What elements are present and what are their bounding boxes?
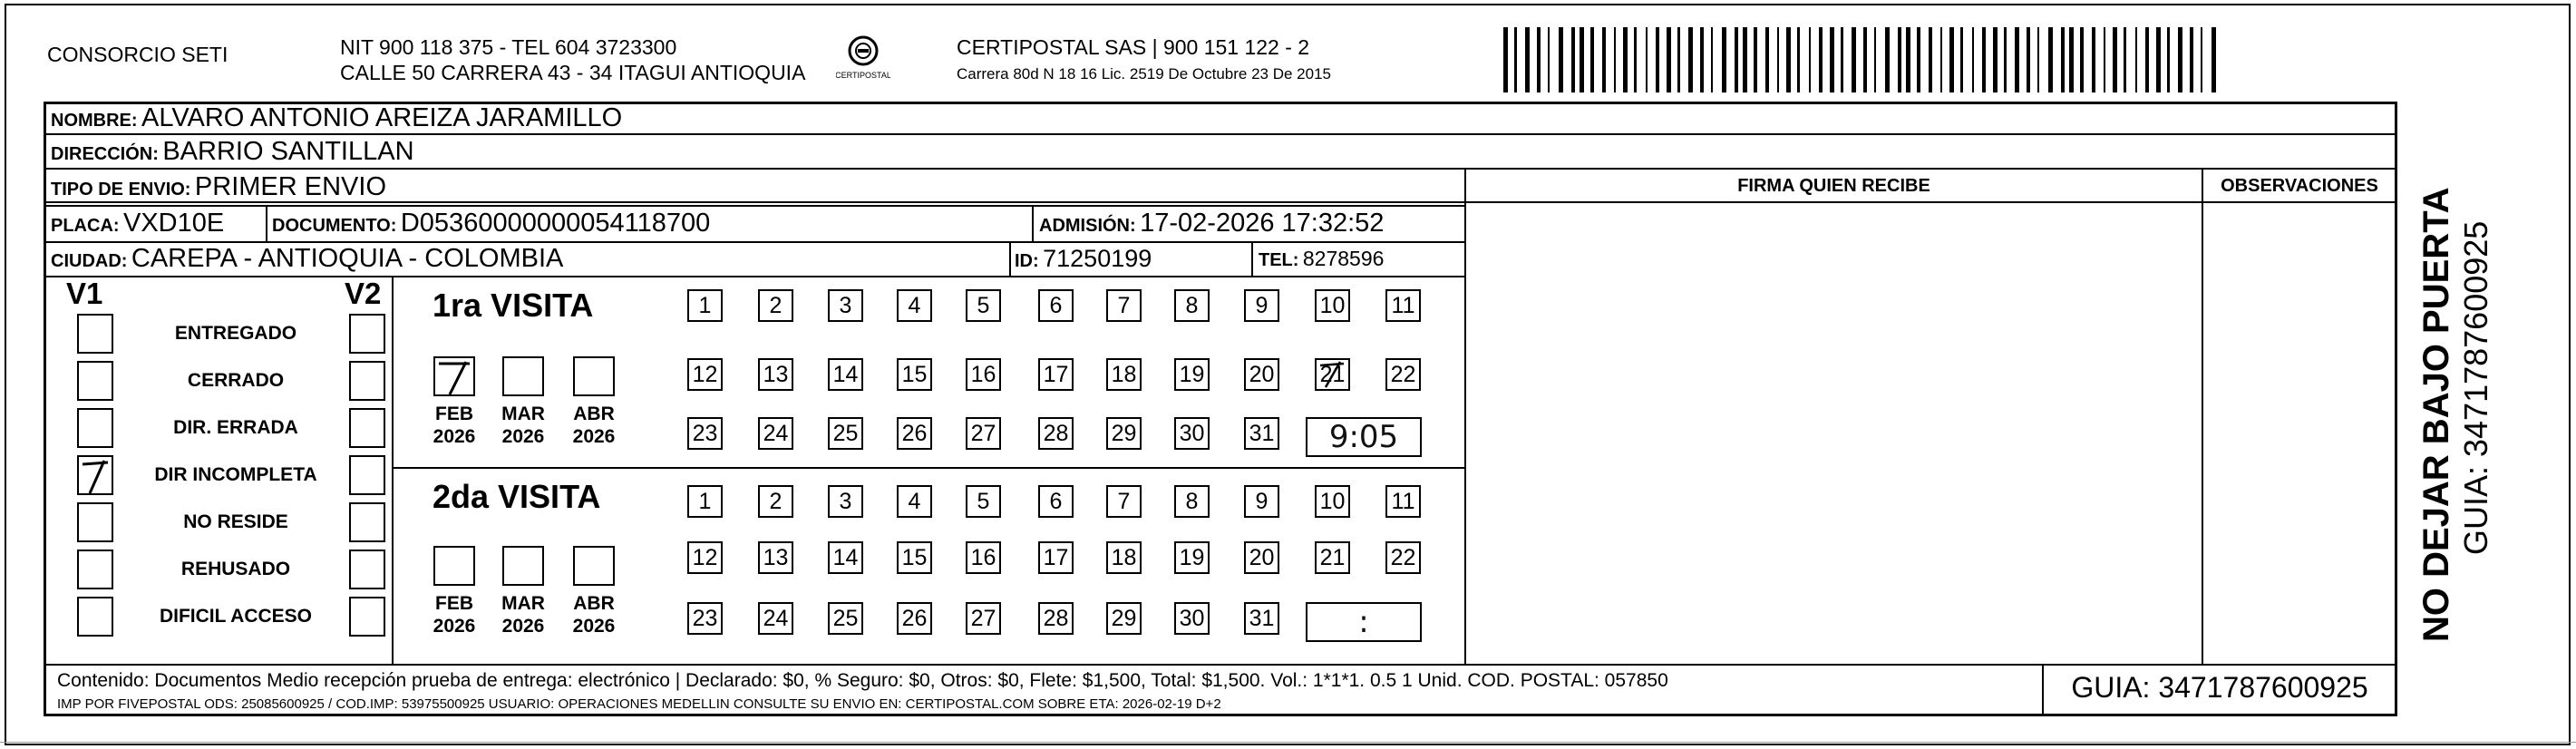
barcode-bar	[1688, 27, 1693, 92]
barcode-bar	[2178, 27, 2182, 92]
barcode-bar	[1537, 27, 1541, 92]
barcode-bar	[1514, 27, 1517, 92]
certipostal-logo-icon	[836, 33, 890, 83]
barcode-bar	[2069, 27, 2074, 92]
visit1-day-box[interactable]: 25	[828, 417, 863, 450]
barcode-bar	[1525, 27, 1530, 92]
barcode-bar	[1949, 27, 1954, 92]
visit2-time-box[interactable]	[1306, 602, 1422, 642]
v1-checkbox[interactable]	[77, 361, 113, 401]
visit2-day-box[interactable]: 25	[828, 602, 863, 635]
barcode-bar	[2080, 27, 2084, 92]
visit2-day-box[interactable]: 18	[1106, 541, 1142, 574]
barcode-bar	[1874, 27, 1876, 92]
id-row	[1015, 243, 1152, 278]
barcode-bar	[2190, 27, 2193, 92]
company-address: CALLE 50 CARRERA 43 - 34 ITAGUI ANTIOQUIA	[340, 61, 806, 84]
visit1-day-box[interactable]: 20	[1244, 358, 1279, 391]
barcode-bar	[1885, 27, 1890, 92]
rule	[392, 467, 1464, 469]
visit1-day-box[interactable]: 3	[828, 289, 863, 322]
observations-area[interactable]	[2203, 205, 2396, 664]
placa-value: VXD10E	[123, 209, 225, 238]
visit2-day-box[interactable]: 22	[1385, 541, 1421, 574]
barcode-bar	[1571, 27, 1575, 92]
placa-label: PLACA:	[51, 216, 120, 236]
visit2-month-box[interactable]	[573, 546, 615, 586]
ciudad-row	[51, 243, 563, 278]
barcode-bar	[1830, 27, 1834, 92]
barcode-bar	[2048, 27, 2053, 92]
visit1-day-box[interactable]: 5	[966, 289, 1001, 322]
company-nit: NIT 900 118 375 - TEL 604 3723300	[340, 35, 677, 59]
visit1-day-box[interactable]: 21	[1315, 358, 1350, 391]
visit2-day-box[interactable]: 5	[966, 485, 1001, 518]
tel-label: TEL:	[1259, 250, 1299, 270]
visit2-year-label: 2026	[572, 616, 616, 637]
admision-value: 17-02-2026 17:32:52	[1140, 209, 1385, 238]
visit2-day-box[interactable]: 9	[1244, 485, 1279, 518]
visit2-day-box[interactable]: 19	[1174, 541, 1210, 574]
rule	[392, 276, 394, 664]
barcode-bar	[2104, 27, 2105, 92]
visit2-title: 2da VISITA	[433, 478, 601, 515]
v2-checkbox[interactable]	[349, 408, 385, 448]
barcode-bar	[1559, 27, 1563, 92]
visit1-day-box[interactable]: 31	[1244, 417, 1279, 450]
visit1-day-box[interactable]: 1	[687, 289, 723, 322]
v2-checkbox[interactable]	[349, 455, 385, 495]
documento-label: DOCUMENTO:	[272, 216, 397, 236]
visit1-day-box[interactable]: 30	[1174, 417, 1210, 450]
barcode-bar	[1993, 27, 1998, 92]
visit1-year-label: 2026	[501, 426, 545, 447]
barcode-bar	[1700, 27, 1704, 92]
barcode-bar	[1929, 27, 1932, 92]
visit2-day-box[interactable]: 31	[1244, 602, 1279, 635]
barcode-bar	[1722, 27, 1726, 92]
tel-row	[1259, 243, 1384, 277]
visit2-day-box[interactable]: 21	[1315, 541, 1350, 574]
v2-checkbox[interactable]	[349, 361, 385, 401]
ciudad-label: CIUDAD:	[51, 251, 128, 271]
barcode-bar	[2124, 27, 2126, 92]
tipo-row	[51, 171, 386, 207]
barcode-bar	[2092, 27, 2095, 92]
visit1-day-box[interactable]: 14	[828, 358, 863, 391]
visit1-day-box[interactable]: 12	[687, 358, 723, 391]
visit1-year-label: 2026	[433, 426, 476, 447]
bottom-edge	[0, 742, 2576, 743]
visit1-day-box[interactable]: 6	[1038, 289, 1074, 322]
visit2-day-box[interactable]: 11	[1385, 485, 1421, 518]
visit2-day-box[interactable]: 30	[1174, 602, 1210, 635]
carrier-license: Carrera 80d N 18 16 Lic. 2519 De Octubre 23 De 2015	[957, 65, 1331, 83]
checkmark-icon	[79, 457, 115, 497]
side-guia: GUIA: 3471787600925	[2457, 220, 2494, 555]
barcode-bar	[2201, 27, 2202, 92]
v1-checkbox[interactable]	[77, 597, 113, 637]
nombre-value: ALVARO ANTONIO AREIZA JARAMILLO	[141, 103, 623, 132]
barcode-bar	[1898, 27, 1901, 92]
checkmark-icon	[435, 358, 477, 398]
rule	[1032, 205, 1034, 241]
visit1-day-box[interactable]: 19	[1174, 358, 1210, 391]
visit1-year-label: 2026	[572, 426, 616, 447]
barcode-bar	[1960, 27, 1963, 92]
reason-label: CERRADO	[187, 370, 285, 391]
visit1-day-box[interactable]: 27	[966, 417, 1001, 450]
visit2-day-box[interactable]: 23	[687, 602, 723, 635]
barcode-bar	[1917, 27, 1920, 92]
visit1-day-box[interactable]: 13	[758, 358, 793, 391]
direccion-row	[51, 136, 414, 171]
v1-checkbox[interactable]	[77, 455, 113, 495]
logo-text: CERTIPOSTAL	[836, 71, 890, 80]
barcode-bar	[1841, 27, 1843, 92]
barcode-bar	[1797, 27, 1800, 92]
visit1-day-box[interactable]: 28	[1038, 417, 1074, 450]
placa-row	[51, 208, 224, 243]
visit2-day-box[interactable]: 1	[687, 485, 723, 518]
visit2-day-box[interactable]: 14	[828, 541, 863, 574]
visit1-day-box[interactable]: 10	[1315, 289, 1350, 322]
ciudad-value: CAREPA - ANTIOQUIA - COLOMBIA	[131, 244, 564, 273]
visit1-month-label: ABR	[573, 404, 615, 424]
visit1-month-box[interactable]	[502, 356, 544, 396]
barcode-bar	[1503, 27, 1508, 92]
admision-row	[1039, 208, 1384, 243]
visit2-day-box[interactable]: 20	[1244, 541, 1279, 574]
visit2-month-box[interactable]	[433, 546, 475, 586]
barcode-bar	[1667, 27, 1671, 92]
visit2-day-box[interactable]: 10	[1315, 485, 1350, 518]
barcode-bar	[1777, 27, 1779, 92]
barcode-bar	[1765, 27, 1769, 92]
v1-checkbox[interactable]	[77, 408, 113, 448]
visit2-day-box[interactable]: 7	[1106, 485, 1142, 518]
barcode-bar	[1634, 27, 1637, 92]
visit2-day-box[interactable]: 4	[897, 485, 932, 518]
visit1-day-box[interactable]: 22	[1385, 358, 1421, 391]
barcode-bar	[1940, 27, 1942, 92]
v2-heading: V2	[345, 277, 382, 310]
visit1-title: 1ra VISITA	[433, 287, 594, 324]
reason-label: DIFICIL ACCESO	[159, 606, 312, 627]
v2-checkbox[interactable]	[349, 502, 385, 542]
visit1-day-box[interactable]: 23	[687, 417, 723, 450]
visit2-year-label: 2026	[501, 616, 545, 637]
documento-value: D05360000000054118700	[400, 209, 711, 238]
tipo-label: TIPO DE ENVIO:	[51, 180, 191, 199]
v2-checkbox[interactable]	[349, 314, 385, 354]
reason-label: DIR INCOMPLETA	[154, 464, 317, 485]
barcode-bar	[1711, 27, 1713, 92]
rule	[1251, 241, 1253, 276]
visit1-day-box[interactable]: 24	[758, 417, 793, 450]
observaciones-header: OBSERVACIONES	[2221, 176, 2378, 196]
barcode-bar	[1906, 27, 1910, 92]
reason-label: DIR. ERRADA	[173, 417, 298, 438]
barcode-bar	[2027, 27, 2030, 92]
visit1-day-box[interactable]: 4	[897, 289, 932, 322]
tipo-value: PRIMER ENVIO	[194, 172, 387, 201]
visit2-month-label: FEB	[435, 593, 473, 614]
visit1-time-box[interactable]	[1306, 417, 1422, 457]
rule	[45, 201, 2396, 203]
barcode-bar	[2113, 27, 2117, 92]
signature-area[interactable]	[1466, 205, 2202, 664]
visit2-day-box[interactable]: 2	[758, 485, 793, 518]
visit1-month-label: FEB	[435, 404, 473, 424]
barcode-bar	[1982, 27, 1986, 92]
side-warning: NO DEJAR BAJO PUERTA	[2416, 187, 2456, 642]
v1-checkbox[interactable]	[77, 314, 113, 354]
visit2-day-box[interactable]: 29	[1106, 602, 1142, 635]
visit2-day-box[interactable]: 13	[758, 541, 793, 574]
visit2-day-box[interactable]: 27	[966, 602, 1001, 635]
rule	[1009, 241, 1011, 276]
visit2-day-box[interactable]: 15	[897, 541, 932, 574]
barcode-bar	[1646, 27, 1648, 92]
carrier-name: CERTIPOSTAL SAS | 900 151 122 - 2	[957, 35, 1310, 59]
tel-value: 8278596	[1302, 247, 1385, 270]
barcode-bar	[1735, 27, 1738, 92]
barcode-bar	[1809, 27, 1811, 92]
documento-row	[272, 208, 710, 243]
footer-guia: GUIA: 3471787600925	[2071, 671, 2368, 704]
visit2-day-box[interactable]: 3	[828, 485, 863, 518]
v1-checkbox[interactable]	[77, 502, 113, 542]
visit2-month-box[interactable]	[502, 546, 544, 586]
visit2-day-box[interactable]: 26	[897, 602, 932, 635]
barcode-bar	[1602, 27, 1606, 92]
admision-label: ADMISIÓN:	[1039, 216, 1136, 236]
barcode-bar	[2167, 27, 2170, 92]
barcode-bar	[1819, 27, 1823, 92]
reason-label: NO RESIDE	[183, 511, 288, 532]
barcode-bar	[1590, 27, 1594, 92]
visit2-day-box[interactable]: 28	[1038, 602, 1074, 635]
visit1-day-box[interactable]: 17	[1038, 358, 1074, 391]
visit1-day-box[interactable]: 16	[966, 358, 1001, 391]
visit1-day-box[interactable]: 11	[1385, 289, 1421, 322]
visit1-day-box[interactable]: 9	[1244, 289, 1279, 322]
visit2-year-label: 2026	[433, 616, 476, 637]
barcode-bar	[2061, 27, 2065, 92]
barcode-bar	[1754, 27, 1757, 92]
id-label: ID:	[1015, 251, 1039, 271]
visit1-day-box[interactable]: 29	[1106, 417, 1142, 450]
barcode-bar	[1743, 27, 1747, 92]
visit2-month-label: MAR	[501, 593, 545, 614]
barcode-bar	[2211, 27, 2216, 92]
nombre-label: NOMBRE:	[51, 111, 138, 131]
barcode-bar	[1614, 27, 1616, 92]
visit1-month-box[interactable]	[573, 356, 615, 396]
barcode-bar	[2015, 27, 2019, 92]
visit2-day-box[interactable]: 24	[758, 602, 793, 635]
visit1-month-label: MAR	[501, 404, 545, 424]
barcode-bar	[1863, 27, 1867, 92]
visit2-month-label: ABR	[573, 593, 615, 614]
visit1-day-box[interactable]: 15	[897, 358, 932, 391]
footer-imp: IMP POR FIVEPOSTAL ODS: 25085600925 / COD.IMP: 53975500925 USUARIO: OPERACIONES MEDELLIN CONSULTE SU ENVIO EN: CERTIPOSTAL.COM SOBRE ETA: 2026-02-19 D+2	[57, 696, 1221, 712]
footer-contenido: Contenido: Documentos Medio recepción prueba de entrega: electrónico | Declarado: $0, % Seguro: $0, Otros: $0, Flete: $1,500, Total: $1,500. Vol.: 1*1*1. 0.5 1 Unid. COD. POSTAL: 057850	[57, 670, 1668, 691]
barcode-bar	[1656, 27, 1659, 92]
visit1-day-box[interactable]: 18	[1106, 358, 1142, 391]
visit2-day-box[interactable]: 17	[1038, 541, 1074, 574]
barcode-bar	[2004, 27, 2007, 92]
visit1-day-box[interactable]: 26	[897, 417, 932, 450]
direccion-label: DIRECCIÓN:	[51, 144, 159, 164]
barcode-bar	[1786, 27, 1791, 92]
direccion-value: BARRIO SANTILLAN	[162, 137, 414, 166]
visit2-time: :	[1358, 604, 1369, 640]
v2-checkbox[interactable]	[349, 597, 385, 637]
id-value: 71250199	[1043, 245, 1152, 272]
visit2-day-box[interactable]: 6	[1038, 485, 1074, 518]
reason-label: REHUSADO	[180, 559, 291, 579]
firma-header: FIRMA QUIEN RECIBE	[1737, 176, 1930, 196]
reason-label: ENTREGADO	[174, 323, 297, 344]
rule	[266, 205, 267, 241]
v2-checkbox[interactable]	[349, 550, 385, 589]
visit1-time: 9:05	[1328, 419, 1399, 455]
nombre-row	[51, 102, 622, 138]
barcode-bar	[2145, 27, 2149, 92]
visit1-day-box[interactable]: 2	[758, 289, 793, 322]
barcode-bar	[1852, 27, 1856, 92]
visit2-day-box[interactable]: 12	[687, 541, 723, 574]
barcode-bar	[2135, 27, 2137, 92]
v1-checkbox[interactable]	[77, 550, 113, 589]
visit1-day-box[interactable]: 7	[1106, 289, 1142, 322]
barcode-bar	[1623, 27, 1628, 92]
barcode-bar	[1972, 27, 1974, 92]
scribble-icon	[1317, 360, 1349, 389]
visit2-day-box[interactable]: 16	[966, 541, 1001, 574]
visit2-day-box[interactable]: 8	[1174, 485, 1210, 518]
barcode-bar	[2156, 27, 2161, 92]
barcode-bar	[1580, 27, 1584, 92]
company-name: CONSORCIO SETI	[47, 43, 228, 66]
barcode-bar	[2037, 27, 2039, 92]
v1-heading: V1	[66, 277, 103, 310]
visit1-day-box[interactable]: 8	[1174, 289, 1210, 322]
barcode-bar	[1548, 27, 1550, 92]
visit1-month-box[interactable]	[433, 356, 475, 396]
barcode-bar	[1677, 27, 1680, 92]
barcode	[1503, 27, 2225, 92]
